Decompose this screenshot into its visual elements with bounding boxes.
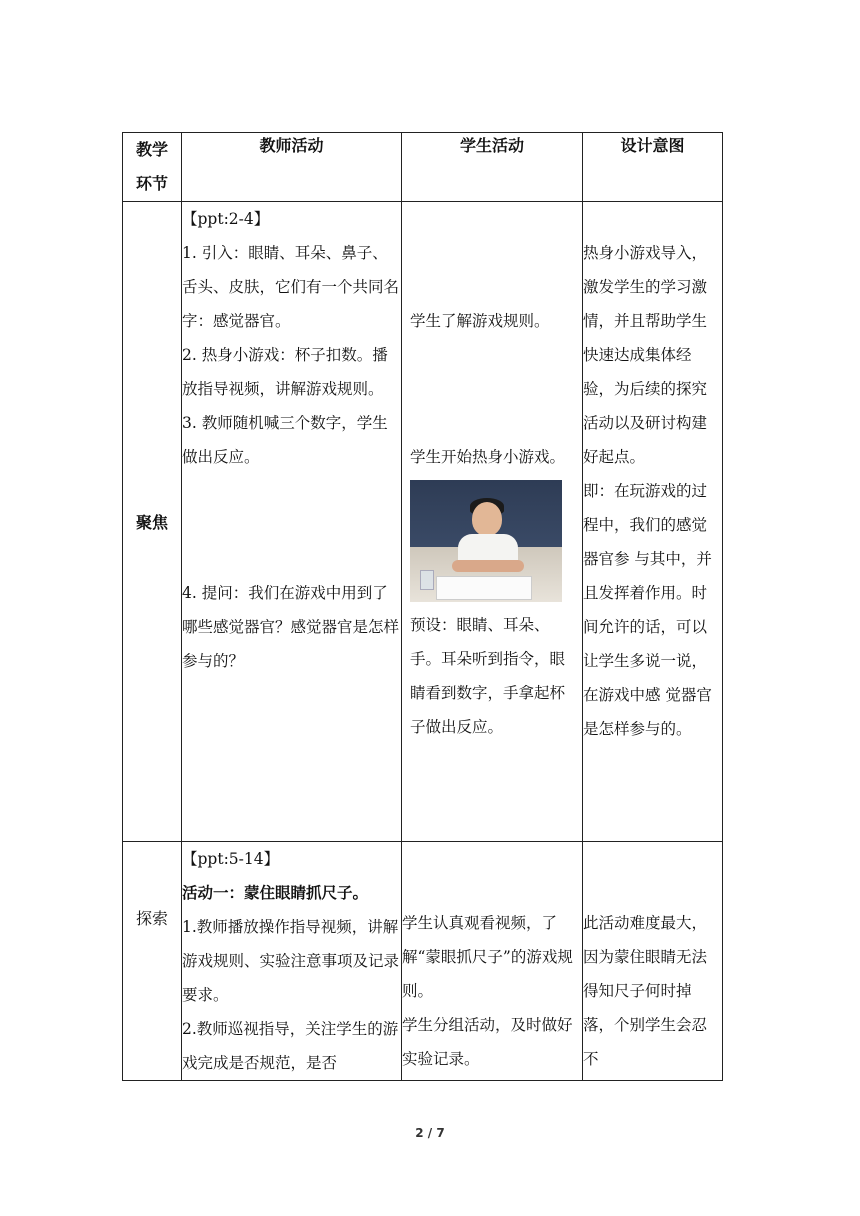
teacher-activity-cell <box>182 202 402 842</box>
student-game-photo <box>410 480 562 602</box>
student-step-1: 学生认真观看视频，了解“蒙眼抓尺子”的游戏规则。 <box>402 914 573 1000</box>
student-step-1: 学生了解游戏规则。 <box>410 312 550 330</box>
table-row <box>123 842 723 1081</box>
teacher-activity-cell <box>182 842 402 1081</box>
intent-para-2: 即：在玩游戏的过程中，我们的感觉器官参 与其中，并且发挥着作用。时间允许的话，可以让学生多说一说，在游戏中感 觉器官是怎样参与的。 <box>583 482 712 738</box>
activity-title: 活动一：蒙住眼睛抓尺子。 <box>182 884 369 902</box>
header-student: 学生活动 <box>402 133 583 202</box>
teacher-step-2: 2. 热身小游戏：杯子扣数。播放指导视频，讲解游戏规则。 <box>182 346 388 398</box>
table-header-row <box>123 133 723 202</box>
header-stage <box>123 133 182 202</box>
table-row <box>123 202 723 842</box>
intent-para-1: 此活动难度最大，因为蒙住眼睛无法得知尺子何时掉落，个别学生会忍不 <box>583 914 708 1068</box>
stage-label-explore: 探索 <box>135 909 168 928</box>
intent-para-1: 热身小游戏导入，激发学生的学习激情，并且帮助学生快速达成集体经验，为后续的探究活动以及研讨构建好起点。 <box>583 244 708 466</box>
design-intent-cell <box>583 202 723 842</box>
design-intent-cell <box>583 842 723 1081</box>
ppt-ref: 【ppt:5-14】 <box>182 850 280 868</box>
teacher-step-1: 1.教师播放操作指导视频，讲解游戏规则、实验注意事项及记录要求。 <box>182 918 400 1004</box>
teacher-step-1: 1. 引入：眼睛、耳朵、鼻子、舌头、皮肤，它们有一个共同名字：感觉器官。 <box>182 244 400 330</box>
student-step-2: 学生分组活动，及时做好实验记录。 <box>402 1016 573 1068</box>
header-teacher: 教师活动 <box>182 133 402 202</box>
ppt-ref: 【ppt:2-4】 <box>182 210 270 228</box>
spacer <box>182 474 401 576</box>
student-activity-cell <box>402 202 583 842</box>
page-number: 2 / 7 <box>415 1126 445 1140</box>
header-stage-line1: 教学 <box>135 140 168 159</box>
teacher-step-2: 2.教师巡视指导，关注学生的游戏完成是否规范，是否 <box>182 1020 399 1072</box>
student-activity-cell <box>402 842 583 1081</box>
student-step-3: 预设：眼睛、耳朵、手。耳朵听到指令，眼睛看到数字，手拿起杯子做出反应。 <box>410 616 566 736</box>
header-stage-line2: 环节 <box>135 174 168 193</box>
header-intent: 设计意图 <box>583 133 723 202</box>
teacher-step-3: 3. 教师随机喊三个数字，学生做出反应。 <box>182 414 388 466</box>
stage-cell-explore <box>123 842 182 1081</box>
stage-cell-focus: 聚焦 <box>123 202 182 842</box>
teacher-step-4: 4. 提问：我们在游戏中用到了哪些感觉器官？感觉器官是怎样参与的？ <box>182 584 400 670</box>
lesson-plan-table <box>122 132 723 1081</box>
student-step-2: 学生开始热身小游戏。 <box>410 448 566 466</box>
